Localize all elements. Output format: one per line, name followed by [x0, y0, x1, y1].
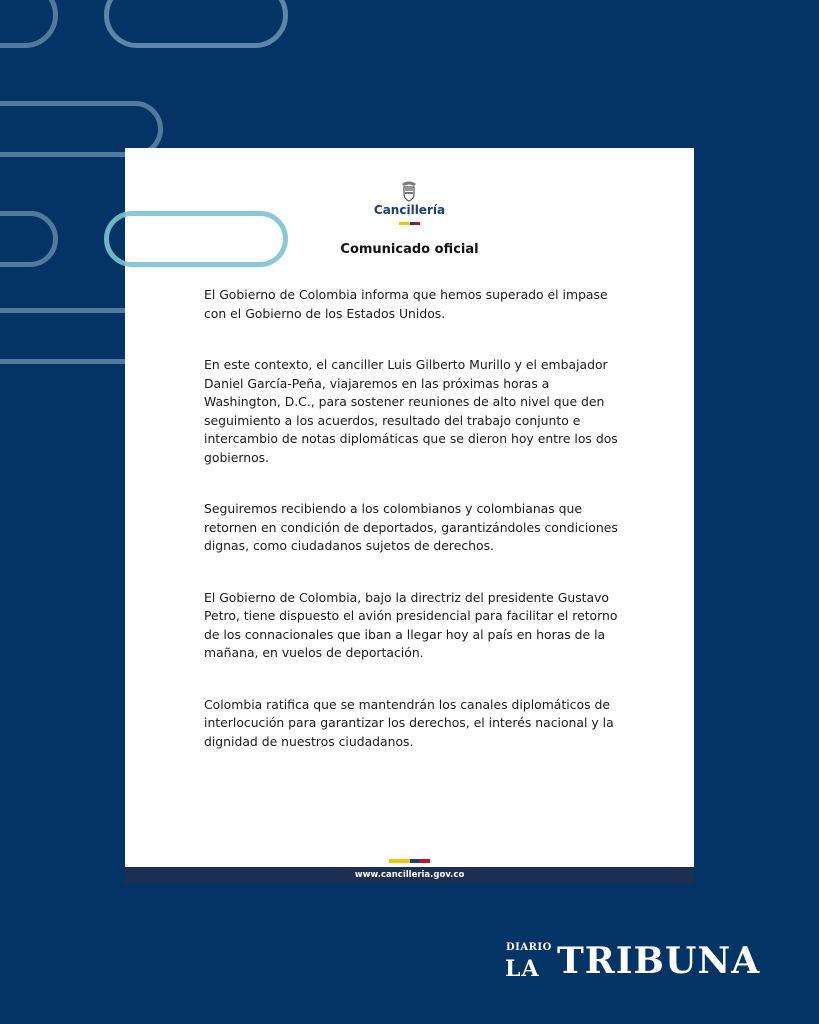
flag-stripe	[399, 222, 420, 225]
logo-main-text: TRIBUNA	[557, 940, 761, 982]
paragraph: El Gobierno de Colombia informa que hemos superado el impase con el Gobierno de los Estados Unidos.	[204, 287, 608, 321]
decorative-pill	[104, 211, 288, 267]
document-title: Comunicado oficial	[340, 242, 479, 257]
logo-la-text: LA	[505, 956, 540, 982]
paragraph: En este contexto, el canciller Luis Gilberto Murillo y el embajador Daniel García-Peña, viajaremos en las próximas horas a Washington, D.C., para sostener reuniones de alto nivel que den seguimiento a los acuerdos, resultado del trabajo conjunto e intercambio de notas diplomáticas que se dieron hoy entre los dos gobiernos.	[204, 357, 618, 465]
paragraph: Colombia ratifica que se mantendrán los canales diplomáticos de interlocución para garantizar los derechos, el interés nacional y la dignidad de nuestros ciudadanos.	[204, 696, 614, 749]
flag-stripe-footer	[389, 859, 430, 863]
paragraph: El Gobierno de Colombia, bajo la directriz del presidente Gustavo Petro, tiene dispuesto el avión presidencial para facilitar el retorno de los connacionales que iban a llegar hoy al país en horas de la mañana, en vuelos de deportación.	[204, 589, 618, 660]
footer-url: www.cancilleria.gov.co	[125, 867, 694, 884]
statement-body	[204, 286, 624, 784]
logo-small-text: DIARIO	[506, 942, 552, 953]
decorative-pill	[0, 0, 58, 48]
brand-name: Cancillería	[373, 203, 446, 217]
paragraph: Seguiremos recibiendo a los colombianos y colombianas que retornen en condición de deportados, garantizándoles condiciones dignas, como ciudadanos sujetos de derechos.	[204, 501, 618, 553]
coat-of-arms-icon	[400, 179, 418, 203]
decorative-pill	[0, 211, 58, 267]
decorative-pill	[104, 0, 288, 48]
